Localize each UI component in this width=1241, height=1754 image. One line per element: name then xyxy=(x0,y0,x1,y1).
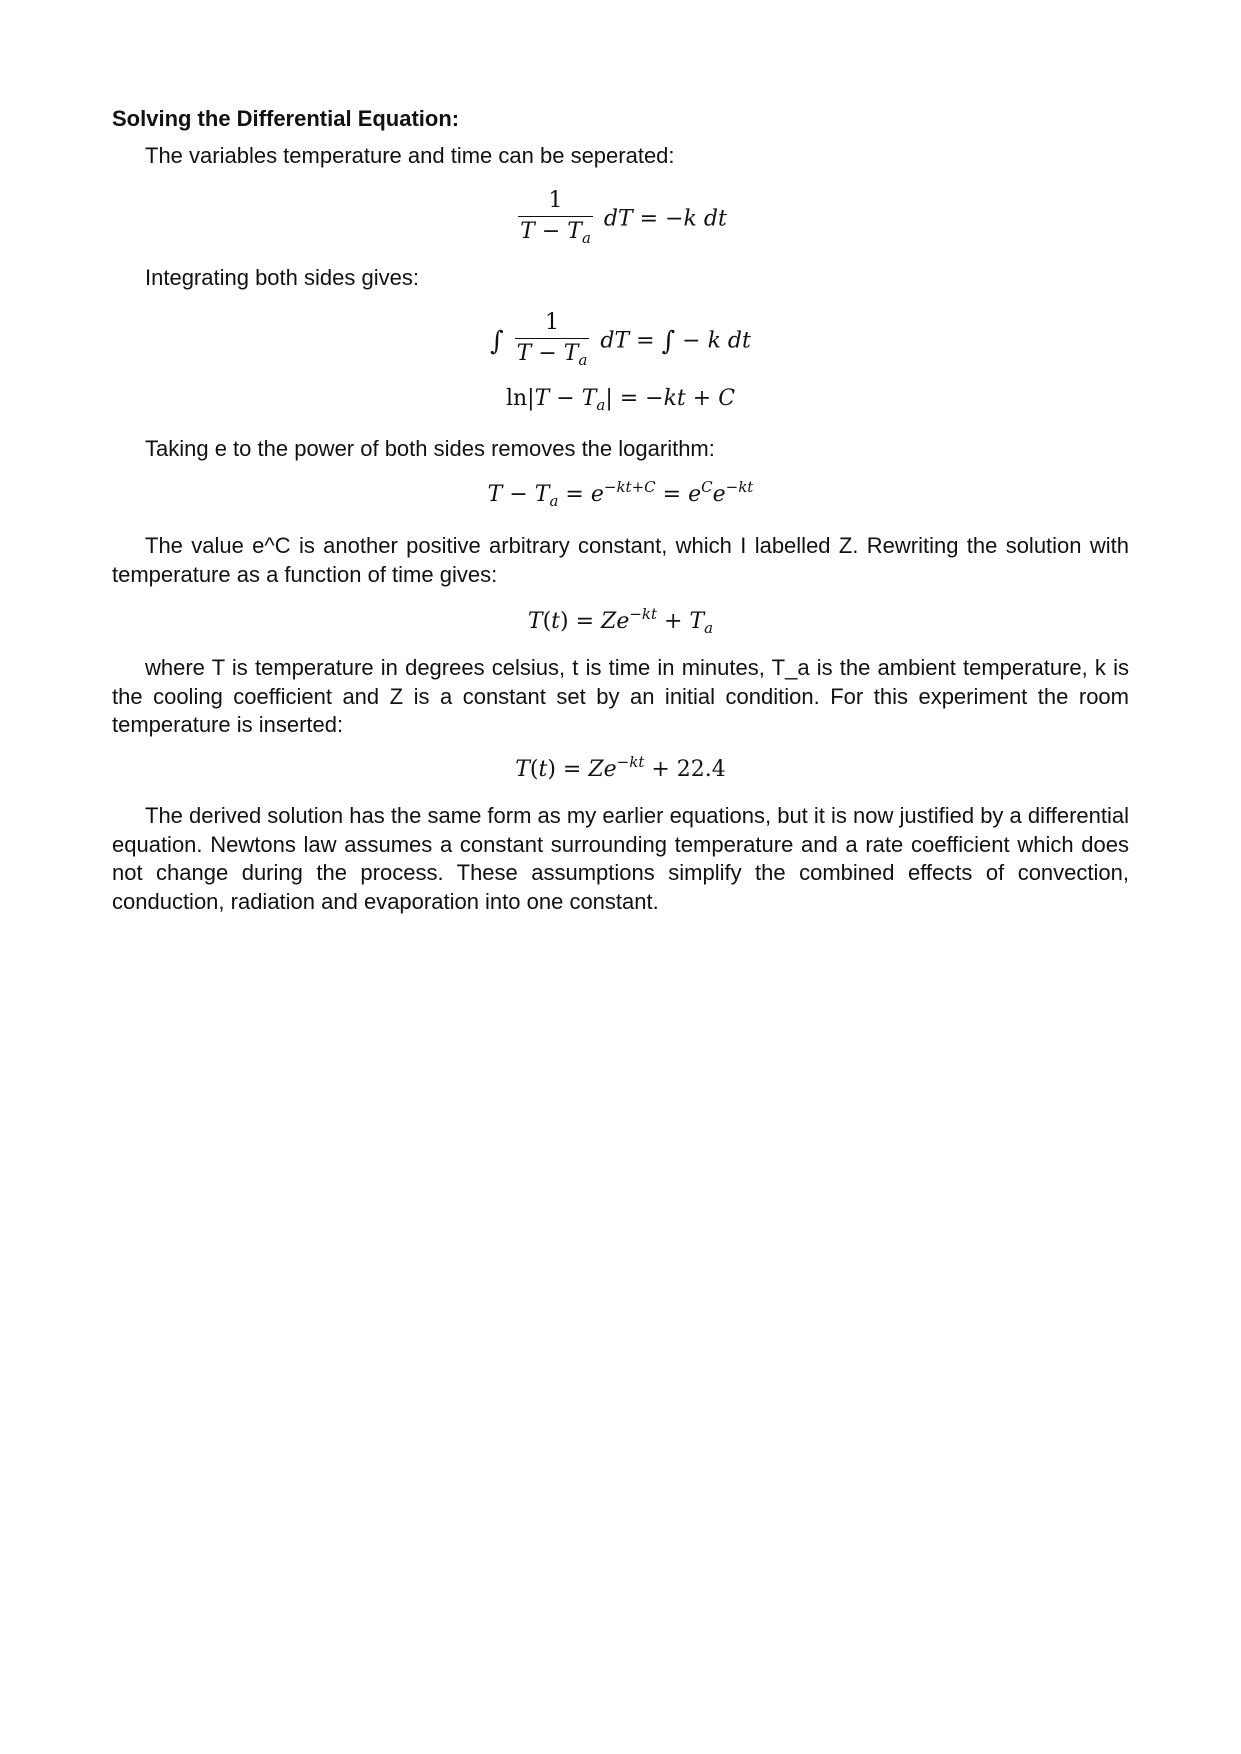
fraction: $\frac{1}{T - T_a}$ xyxy=(515,310,590,373)
equation-general-solution: $T(t) = Ze^{-kt} + T_a$ xyxy=(527,605,714,637)
paragraph-exponentiate: Taking e to the power of both sides removes the logarithm: xyxy=(145,436,715,461)
equation-exponential: $T - T_a = e^{-kt+C} = e^Ce^{-kt}$ xyxy=(487,478,754,510)
paragraph-integrating: Integrating both sides gives: xyxy=(145,265,419,290)
equation-logarithm: $\ln|T - T_a| = -kt + C$ xyxy=(505,386,736,414)
paragraph-definitions: where T is temperature in degrees celsius, t is time in minutes, T_a is the ambient temperature, k is the cooling coefficient and Z is a constant set by an initial condition. For this experiment the room temperature is inserted: xyxy=(112,655,1129,737)
paragraph-constant-z: The value e^C is another positive arbitrary constant, which I labelled Z. Rewriting the solution with temperature as a function of time gives: xyxy=(112,533,1129,587)
section-heading: Solving the Differential Equation: xyxy=(112,106,460,131)
fraction: $\frac{1}{T - T_a}$ xyxy=(518,188,593,251)
equation-room-temperature: $T(t) = Ze^{-kt} + 22.4$ xyxy=(515,753,726,782)
equation-separated: $\frac{1}{T - T_a}$ dT = −k dt xyxy=(112,188,1129,251)
equation-integral: ∫ $\frac{1}{T - T_a}$ dT = ∫ − k dt xyxy=(112,310,1129,373)
paragraph-conclusion: The derived solution has the same form as my earlier equations, but it is now justified by a differential equation. Newtons law assumes a constant surrounding temperature and a rate coefficient which does not change during the process. These assumptions simplify the combined effects of convection, conduction, radiation and evaporation into one constant. xyxy=(112,803,1129,914)
paragraph-separation: The variables temperature and time can be seperated: xyxy=(145,143,675,168)
